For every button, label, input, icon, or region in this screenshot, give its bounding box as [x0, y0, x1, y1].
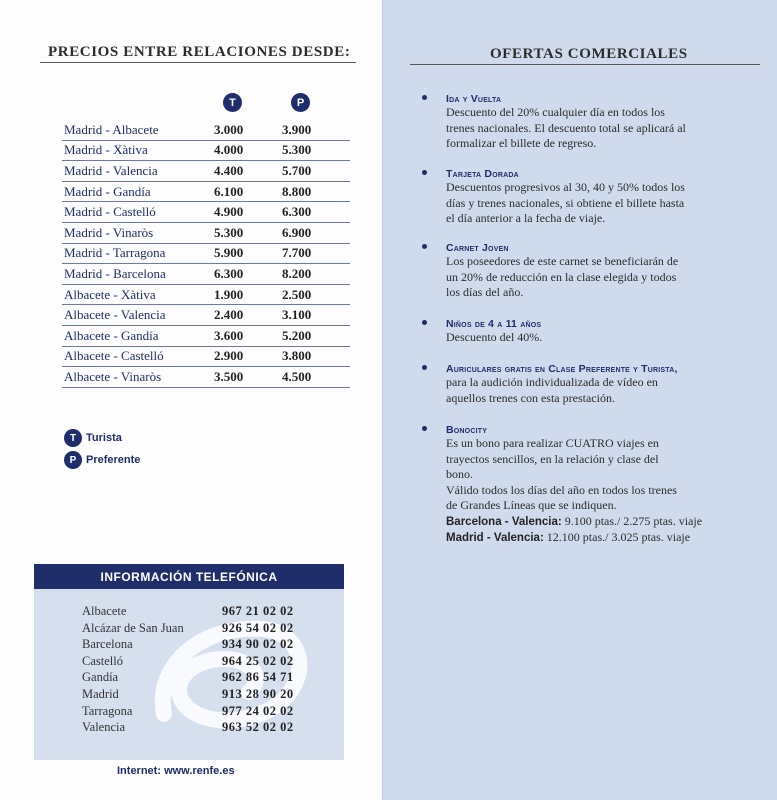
price-row — [62, 367, 350, 388]
price-row — [62, 202, 350, 223]
price-row — [62, 243, 350, 264]
price-route: Madrid - Tarragona — [62, 243, 214, 264]
price-row — [62, 120, 350, 140]
offers-title: OFERTAS COMERCIALES — [490, 46, 688, 62]
phone-city: Barcelona — [82, 637, 133, 652]
price-preferente: 6.300 — [282, 202, 350, 223]
offer-line: trenes nacionales. El descuento total se aplicará al — [446, 120, 686, 135]
price-preferente: 3.900 — [282, 120, 350, 140]
offer-body — [432, 436, 732, 547]
phone-row — [82, 621, 332, 637]
price-preferente: 7.700 — [282, 243, 350, 264]
price-route: Albacete - Xàtiva — [62, 284, 214, 305]
phone-city: Valencia — [82, 720, 126, 735]
offer-line: Los poseedores de este carnet se beneficiarán de — [446, 254, 679, 268]
price-route: Madrid - Castelló — [62, 202, 214, 223]
phone-number: 967 21 02 02 — [222, 604, 294, 618]
phone-row — [82, 670, 332, 686]
phone-city: Tarragona — [82, 703, 133, 718]
phone-row — [82, 637, 332, 653]
price-route: Madrid - Albacete — [62, 120, 214, 140]
offer-line: días y trenes nacionales, si obtiene el billete hasta — [446, 195, 685, 210]
price-preferente: 2.500 — [282, 284, 350, 305]
bullet-icon — [422, 320, 427, 325]
phone-number: 934 90 02 02 — [222, 637, 294, 652]
phone-number: 926 54 02 02 — [222, 620, 294, 635]
internet-url-link[interactable]: www.renfe.es — [164, 765, 235, 777]
turista-legend-badge: T — [64, 429, 82, 447]
bonocity-price-line — [446, 530, 732, 547]
price-row — [62, 140, 350, 161]
price-row — [62, 161, 350, 182]
phone-info-title: INFORMACIÓN TELEFÓNICA — [34, 564, 344, 589]
bonocity-route: Madrid - Valencia: — [446, 532, 544, 544]
price-route: Madrid - Xàtiva — [62, 140, 214, 161]
price-preferente: 3.800 — [282, 346, 350, 367]
offer-item — [432, 363, 732, 406]
offer-body — [432, 180, 732, 227]
phone-city: Albacete — [82, 604, 127, 618]
price-turista: 5.300 — [214, 222, 282, 243]
price-route: Albacete - Castelló — [62, 346, 214, 367]
offer-line: para la audición individualizada de vídeo en — [446, 375, 658, 389]
phone-number: 964 25 02 02 — [222, 653, 294, 668]
bullet-icon — [422, 170, 427, 175]
internet-label: Internet: — [117, 765, 161, 777]
offer-item — [432, 168, 732, 227]
phone-city: Gandía — [82, 670, 119, 685]
offer-body — [432, 105, 732, 152]
price-row — [62, 264, 350, 285]
bonocity-price: 9.100 ptas./ 2.275 ptas. viaje — [564, 513, 703, 528]
price-preferente: 3.100 — [282, 305, 350, 326]
internet-line — [117, 765, 235, 777]
price-row — [62, 222, 350, 243]
price-preferente: 8.200 — [282, 264, 350, 285]
offer-line: Es un bono para realizar CUATRO viajes en — [446, 436, 659, 450]
offer-line: Descuento del 40%. — [446, 330, 543, 344]
offer-body — [432, 330, 732, 346]
preferente-legend-label: Preferente — [86, 454, 141, 466]
offer-body — [432, 375, 732, 406]
offer-line: Descuento del 20% cualquier día en todos los — [446, 105, 665, 119]
price-turista: 6.300 — [214, 264, 282, 285]
offer-line: aquellos trenes con esta prestación. — [446, 390, 615, 405]
offer-line: de Grandes Líneas que se indiquen. — [446, 498, 617, 512]
bullet-icon — [422, 95, 427, 100]
legend-turista — [64, 429, 122, 447]
offer-title: Ida y Vuelta — [446, 93, 502, 105]
price-row — [62, 305, 350, 326]
phone-number: 977 24 02 02 — [222, 703, 294, 718]
price-route: Albacete - Valencia — [62, 305, 214, 326]
price-route: Albacete - Gandía — [62, 325, 214, 346]
preferente-legend-badge: P — [64, 451, 82, 469]
price-turista: 3.600 — [214, 325, 282, 346]
price-row — [62, 181, 350, 202]
phone-city: Alcázar de San Juan — [82, 620, 184, 635]
phone-row — [82, 687, 332, 703]
phone-row — [82, 604, 332, 620]
offer-item — [432, 424, 732, 547]
price-preferente: 5.200 — [282, 325, 350, 346]
prices-title-underline — [40, 62, 356, 63]
phone-city: Castelló — [82, 653, 123, 668]
bullet-icon — [422, 244, 427, 249]
phone-info-box — [34, 564, 344, 760]
offer-line: los días del año. — [446, 285, 524, 299]
price-row — [62, 284, 350, 305]
offer-line: Válido todos los días del año en todos los trenes — [446, 482, 677, 497]
phone-city: Madrid — [82, 687, 119, 701]
offer-item — [432, 242, 732, 301]
offer-line: bono. — [446, 467, 473, 481]
price-route: Madrid - Vinaròs — [62, 222, 214, 243]
offer-title: Bonocity — [446, 424, 488, 436]
price-route: Madrid - Valencia — [62, 161, 214, 182]
offers-title-underline — [410, 64, 760, 65]
price-turista: 4.400 — [214, 161, 282, 182]
price-route: Madrid - Barcelona — [62, 264, 214, 285]
bullet-icon — [422, 365, 427, 370]
price-preferente: 8.800 — [282, 181, 350, 202]
left-panel — [0, 0, 382, 800]
offer-line: un 20% de reducción en la clase elegida y todos — [446, 269, 677, 284]
offer-item — [432, 93, 732, 152]
bonocity-route: Barcelona - Valencia: — [446, 515, 562, 528]
phone-row — [82, 654, 332, 670]
offer-line: el día anterior a la fecha de viaje. — [446, 211, 606, 225]
price-turista: 5.900 — [214, 243, 282, 264]
offer-item — [432, 318, 732, 346]
offer-body — [432, 254, 732, 301]
price-turista: 2.900 — [214, 346, 282, 367]
offer-line: Descuentos progresivos al 30, 40 y 50% todos los — [446, 180, 685, 194]
phone-row — [82, 704, 332, 720]
offer-title: Auriculares gratis en Clase Preferente y Turista, — [446, 363, 678, 375]
price-preferente: 5.300 — [282, 140, 350, 161]
price-preferente: 4.500 — [282, 367, 350, 388]
bullet-icon — [422, 426, 427, 431]
legend-preferente — [64, 451, 140, 469]
price-route: Albacete - Vinaròs — [62, 367, 214, 388]
offer-line: trayectos sencillos, en la relación y clase del — [446, 451, 659, 466]
bonocity-price: 12.100 ptas./ 3.025 ptas. viaje — [546, 530, 691, 544]
phone-number: 963 52 02 02 — [222, 720, 294, 735]
price-row — [62, 346, 350, 367]
price-turista: 4.000 — [214, 140, 282, 161]
price-route: Madrid - Gandía — [62, 181, 214, 202]
price-preferente: 6.900 — [282, 222, 350, 243]
preferente-badge: P — [291, 93, 310, 112]
price-turista: 3.500 — [214, 367, 282, 388]
bonocity-price-line — [446, 514, 732, 531]
price-row — [62, 325, 350, 346]
price-turista: 6.100 — [214, 181, 282, 202]
price-preferente: 5.700 — [282, 161, 350, 182]
offer-title: Carnet Joven — [446, 242, 509, 254]
offer-title: Tarjeta Dorada — [446, 168, 519, 180]
price-turista: 3.000 — [214, 120, 282, 140]
phone-number: 962 86 54 71 — [222, 670, 294, 685]
phone-number: 913 28 90 20 — [222, 687, 294, 701]
price-turista: 2.400 — [214, 305, 282, 326]
prices-title: PRECIOS ENTRE RELACIONES DESDE: — [48, 44, 351, 60]
turista-badge: T — [223, 93, 242, 112]
prices-table — [62, 120, 350, 388]
price-turista: 1.900 — [214, 284, 282, 305]
price-turista: 4.900 — [214, 202, 282, 223]
offer-title: Niños de 4 a 11 años — [446, 318, 542, 330]
phone-row — [82, 720, 332, 736]
offer-line: formalizar el billete de regreso. — [446, 136, 597, 150]
turista-legend-label: Turista — [86, 432, 122, 444]
